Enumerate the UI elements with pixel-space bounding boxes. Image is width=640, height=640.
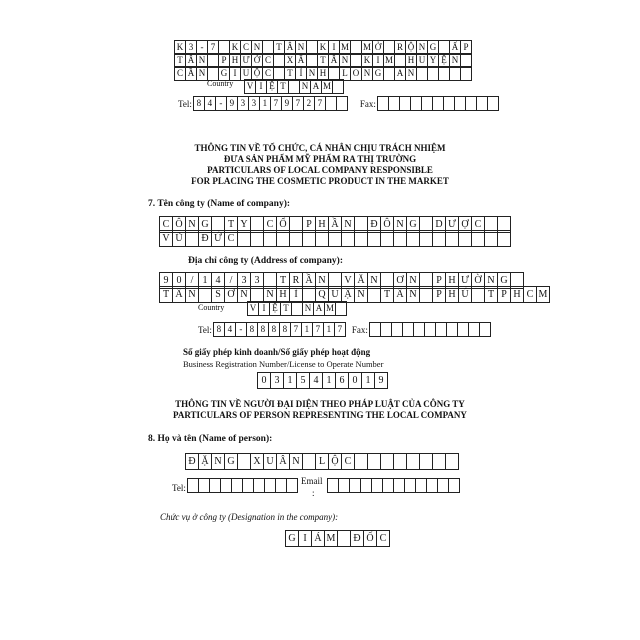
char-cell: 4 (224, 322, 236, 337)
char-cell: C (240, 40, 252, 55)
company-name-line-2 (160, 230, 511, 247)
char-cell: Ơ (224, 286, 238, 303)
char-cell (484, 230, 498, 247)
char-cell: Đ (367, 216, 381, 233)
char-cell: Á (311, 530, 325, 547)
char-cell: S (211, 286, 225, 303)
char-cell: 3 (237, 272, 251, 289)
char-cell: N (263, 286, 277, 303)
char-cell: 7 (207, 40, 219, 55)
char-cell: 8 (279, 322, 291, 337)
fax-boxes[interactable] (378, 96, 499, 111)
company-section-label: 7. Tên công ty (Name of company): (148, 199, 291, 209)
char-cell: Ô (172, 216, 186, 233)
char-cell: U (263, 453, 277, 470)
char-cell: N (484, 272, 498, 289)
char-cell: 0 (257, 372, 271, 389)
char-cell (471, 230, 485, 247)
char-cell: 4 (309, 372, 323, 389)
char-cell: N (185, 286, 199, 303)
char-cell: 1 (283, 372, 297, 389)
char-cell: C (174, 66, 186, 81)
char-cell: T (484, 286, 498, 303)
char-cell (237, 453, 251, 470)
char-cell: N (299, 79, 311, 94)
char-cell (237, 230, 251, 247)
char-cell: - (196, 40, 208, 55)
license-boxes[interactable] (258, 372, 388, 389)
char-cell (250, 230, 264, 247)
char-cell: Ă (354, 272, 368, 289)
char-cell: M (383, 53, 395, 68)
char-cell: T (224, 216, 238, 233)
char-cell: 7 (312, 322, 324, 337)
char-cell: G (285, 530, 299, 547)
char-cell (406, 453, 420, 470)
char-cell: 9 (281, 96, 293, 111)
char-cell: 7 (292, 96, 304, 111)
person-name-row (186, 453, 459, 470)
char-cell (393, 453, 407, 470)
license-row (258, 372, 388, 389)
char-cell: H (229, 53, 241, 68)
char-cell: A (394, 66, 406, 81)
char-cell: Q (315, 286, 329, 303)
char-cell: I (258, 301, 270, 316)
char-cell: M (321, 79, 333, 94)
tel-row-top (178, 96, 499, 111)
char-cell: K (317, 40, 329, 55)
company-tel-boxes[interactable] (214, 322, 346, 337)
char-cell: H (445, 286, 459, 303)
char-cell (302, 230, 316, 247)
char-cell: P (497, 286, 511, 303)
person-tel-label: Tel: (172, 482, 186, 493)
company-name-line-2-boxes[interactable] (160, 230, 511, 247)
char-cell: H (315, 216, 329, 233)
char-cell: P (302, 216, 316, 233)
char-cell: M (339, 40, 351, 55)
char-cell: Ơ (393, 272, 407, 289)
char-cell: K (229, 40, 241, 55)
char-cell: V (341, 272, 355, 289)
char-cell: C (159, 216, 173, 233)
char-cell: N (393, 216, 407, 233)
char-cell: Â (172, 286, 186, 303)
heading-1-line-2: ĐƯA SẢN PHẨM MỸ PHẨM RA THỊ TRƯỜNG (223, 154, 417, 164)
char-cell: I (372, 53, 384, 68)
char-cell: H (405, 53, 417, 68)
char-cell (479, 322, 491, 337)
char-cell: N (339, 53, 351, 68)
char-cell: Đ (185, 453, 199, 470)
company-address-label: Địa chỉ công ty (Address of company): (188, 256, 343, 266)
char-cell (393, 230, 407, 247)
char-cell: C (262, 53, 274, 68)
char-cell: Ỉ (295, 66, 307, 81)
char-cell (336, 96, 348, 111)
char-cell: T (273, 40, 285, 55)
char-cell: Ã (295, 53, 307, 68)
char-cell: V (247, 301, 259, 316)
char-cell: 3 (237, 96, 249, 111)
char-cell: N (211, 453, 225, 470)
char-cell: N (196, 53, 208, 68)
license-label-vi: Số giấy phép kinh doanh/Số giấy phép hoạt động (183, 347, 371, 357)
country-row (245, 79, 344, 94)
char-cell (445, 453, 459, 470)
char-cell: Ở (372, 40, 384, 55)
char-cell: Ậ (341, 286, 355, 303)
char-cell: 8 (213, 322, 225, 337)
char-cell: C (471, 216, 485, 233)
char-cell: C (523, 286, 537, 303)
char-cell: 8 (193, 96, 205, 111)
char-cell: / (185, 272, 199, 289)
char-cell: D (432, 216, 446, 233)
char-cell: I (328, 40, 340, 55)
company-tel-label: Tel: (198, 324, 212, 335)
char-cell: 4 (204, 96, 216, 111)
char-cell: 1 (323, 322, 335, 337)
char-cell (263, 230, 277, 247)
char-cell (354, 230, 368, 247)
char-cell: C (341, 453, 355, 470)
char-cell: Ổ (276, 216, 290, 233)
char-cell: N (406, 286, 420, 303)
char-cell: T (276, 272, 290, 289)
char-cell (432, 453, 446, 470)
char-cell (406, 230, 420, 247)
heading-2-line-1: THÔNG TIN VỀ NGƯỜI ĐẠI DIỆN THEO PHÁP LUẬT CỦA CÔNG TY (175, 399, 465, 409)
char-cell: N (295, 40, 307, 55)
char-cell: 4 (211, 272, 225, 289)
char-cell: H (510, 286, 524, 303)
char-cell: N (341, 216, 355, 233)
char-cell (367, 453, 381, 470)
char-cell (367, 286, 381, 303)
char-cell: Â (284, 40, 296, 55)
char-cell: N (251, 40, 263, 55)
char-cell: O (350, 66, 362, 81)
char-cell: Ầ (302, 272, 316, 289)
char-cell: P (460, 40, 472, 55)
char-cell (286, 478, 298, 493)
char-cell: U (240, 66, 252, 81)
heading-2-line-2: PARTICULARS OF PERSON REPRESENTING THE LOCAL COMPANY (173, 410, 467, 420)
char-cell: Ư (445, 216, 459, 233)
char-cell (332, 79, 344, 94)
char-cell: N (405, 66, 417, 81)
char-cell: C (263, 216, 277, 233)
person-email-row (328, 478, 460, 493)
char-cell: - (215, 96, 227, 111)
char-cell: T (159, 286, 173, 303)
char-cell: 9 (226, 96, 238, 111)
char-cell (367, 230, 381, 247)
char-cell: H (276, 286, 290, 303)
char-cell: T (174, 53, 186, 68)
char-cell (302, 453, 316, 470)
char-cell: 7 (270, 96, 282, 111)
designation-row (286, 530, 390, 547)
person-section-label: 8. Họ và tên (Name of person): (148, 434, 273, 444)
char-cell: I (255, 79, 267, 94)
company-country-boxes[interactable] (248, 301, 347, 316)
char-cell: C (262, 66, 274, 81)
char-cell: N (185, 216, 199, 233)
char-cell: 1 (322, 372, 336, 389)
char-cell (445, 230, 459, 247)
char-cell: Ớ (251, 53, 263, 68)
char-cell: Â (328, 53, 340, 68)
char-cell: 3 (270, 372, 284, 389)
char-cell: Â (393, 286, 407, 303)
char-cell: N (354, 286, 368, 303)
char-cell: Ô (380, 216, 394, 233)
char-cell: R (289, 272, 303, 289)
char-cell: Ộ (405, 40, 417, 55)
char-cell: I (229, 66, 241, 81)
person-tel-boxes[interactable] (188, 478, 298, 493)
char-cell: M (361, 40, 373, 55)
char-cell: U (416, 53, 428, 68)
char-cell: 7 (314, 96, 326, 111)
char-cell: Ứ (211, 230, 225, 247)
char-cell (380, 453, 394, 470)
char-cell: Đ (350, 530, 364, 547)
char-cell: K (174, 40, 186, 55)
char-cell: G (218, 66, 230, 81)
fax-label: Fax: (359, 98, 376, 109)
person-name-boxes[interactable] (186, 453, 459, 470)
char-cell: T (380, 286, 394, 303)
char-cell: H (445, 272, 459, 289)
char-cell: M (536, 286, 550, 303)
char-cell (419, 453, 433, 470)
char-cell: P (218, 53, 230, 68)
char-cell: C (376, 530, 390, 547)
char-cell: Ệ (269, 301, 281, 316)
company-address-line-2 (160, 286, 550, 303)
char-cell: T (280, 301, 292, 316)
company-fax-boxes[interactable] (370, 322, 491, 337)
char-cell: - (235, 322, 247, 337)
char-cell: 7 (334, 322, 346, 337)
char-cell: Ư (240, 53, 252, 68)
char-cell: 3 (185, 40, 197, 55)
char-cell: K (361, 53, 373, 68)
char-cell: X (284, 53, 296, 68)
char-cell: Ộ (328, 453, 342, 470)
company-tel-row (198, 322, 491, 337)
char-cell: Ộ (251, 66, 263, 81)
char-cell: U (328, 286, 342, 303)
char-cell (419, 286, 433, 303)
country-boxes[interactable] (245, 79, 344, 94)
char-cell: M (324, 301, 336, 316)
char-cell (460, 66, 472, 81)
char-cell: 0 (172, 272, 186, 289)
char-cell: Ì (289, 286, 303, 303)
country-label: Country (207, 79, 234, 88)
company-fax-label: Fax: (351, 324, 368, 335)
company-country-row (248, 301, 347, 316)
char-cell (380, 230, 394, 247)
char-cell: Ặ (198, 453, 212, 470)
char-cell: M (324, 530, 338, 547)
char-cell: 8 (268, 322, 280, 337)
designation-label: Chức vụ ở công ty (Designation in the company): (160, 512, 339, 522)
char-cell: Ợ (458, 216, 472, 233)
char-cell: L (339, 66, 351, 81)
heading-1-line-3: PARTICULARS OF LOCAL COMPANY RESPONSIBLE (207, 165, 433, 175)
person-email-colon: : (312, 488, 315, 498)
char-cell (276, 230, 290, 247)
char-cell: I (298, 530, 312, 547)
person-email-boxes[interactable] (328, 478, 460, 493)
char-cell: V (159, 230, 173, 247)
char-cell: 1 (361, 372, 375, 389)
char-cell: P (432, 286, 446, 303)
char-cell (185, 230, 199, 247)
char-cell (471, 286, 485, 303)
char-cell (198, 286, 212, 303)
char-cell: G (198, 216, 212, 233)
char-cell: Y (427, 53, 439, 68)
char-cell: N (315, 272, 329, 289)
char-cell: N (196, 66, 208, 81)
company-address-line-2-boxes[interactable] (160, 286, 550, 303)
char-cell: N (449, 53, 461, 68)
char-cell (419, 230, 433, 247)
char-cell: 9 (374, 372, 388, 389)
char-cell: 0 (348, 372, 362, 389)
char-cell (448, 478, 460, 493)
char-cell: G (372, 66, 384, 81)
heading-1-line-4: FOR PLACING THE COSMETIC PRODUCT IN THE MARKET (191, 176, 449, 186)
char-cell: 7 (290, 322, 302, 337)
char-cell: 1 (198, 272, 212, 289)
char-cell: 3 (250, 272, 264, 289)
char-cell: R (394, 40, 406, 55)
char-cell: X (250, 453, 264, 470)
char-cell: Ố (363, 530, 377, 547)
char-cell: A (313, 301, 325, 316)
char-cell (315, 230, 329, 247)
char-cell: / (224, 272, 238, 289)
tel-boxes[interactable] (194, 96, 348, 111)
char-cell (487, 96, 499, 111)
char-cell: L (315, 453, 329, 470)
char-cell: Ầ (185, 66, 197, 81)
char-cell: Ờ (471, 272, 485, 289)
char-cell: G (427, 40, 439, 55)
char-cell: 2 (303, 96, 315, 111)
char-cell: Â (276, 453, 290, 470)
char-cell: 1 (259, 96, 271, 111)
company-country-label: Country (198, 303, 225, 312)
char-cell: N (367, 272, 381, 289)
char-cell: T (284, 66, 296, 81)
char-cell: V (244, 79, 256, 94)
char-cell: N (306, 66, 318, 81)
char-cell: 3 (248, 96, 260, 111)
char-cell (458, 230, 472, 247)
char-cell: G (497, 272, 511, 289)
char-cell: T (277, 79, 289, 94)
char-cell: Ệ (266, 79, 278, 94)
char-cell: Ư (458, 272, 472, 289)
char-cell: Ầ (328, 216, 342, 233)
char-cell: T (317, 53, 329, 68)
char-cell (354, 453, 368, 470)
char-cell: Ũ (172, 230, 186, 247)
char-cell: Đ (198, 230, 212, 247)
char-cell: H (317, 66, 329, 81)
heading-1-line-1: THÔNG TIN VỀ TỔ CHỨC, CÁ NHÂN CHỊU TRÁCH NHIỆM (194, 143, 446, 153)
char-cell: 1 (301, 322, 313, 337)
char-cell: N (289, 453, 303, 470)
char-cell (289, 230, 303, 247)
char-cell: 6 (335, 372, 349, 389)
char-cell: Ấ (449, 40, 461, 55)
char-cell: Y (237, 216, 251, 233)
char-cell: Ú (458, 286, 472, 303)
char-cell: N (237, 286, 251, 303)
char-cell: N (361, 66, 373, 81)
char-cell: 9 (159, 272, 173, 289)
char-cell: P (432, 272, 446, 289)
char-cell: G (406, 216, 420, 233)
person-email-label: Email (301, 476, 323, 486)
char-cell: 8 (246, 322, 258, 337)
char-cell: Ệ (438, 53, 450, 68)
person-contact-row (172, 478, 298, 493)
char-cell (497, 230, 511, 247)
license-label-en: Business Registration Number/License to Operate Number (183, 359, 384, 369)
char-cell: N (302, 301, 314, 316)
char-cell (328, 230, 342, 247)
char-cell: G (224, 453, 238, 470)
char-cell: Â (185, 53, 197, 68)
char-cell (337, 530, 351, 547)
char-cell: A (310, 79, 322, 94)
char-cell: C (224, 230, 238, 247)
designation-boxes[interactable] (286, 530, 390, 547)
char-cell (341, 230, 355, 247)
char-cell: 8 (257, 322, 269, 337)
tel-label: Tel: (178, 98, 192, 109)
char-cell: N (406, 272, 420, 289)
char-cell: N (416, 40, 428, 55)
char-cell: 5 (296, 372, 310, 389)
char-cell (432, 230, 446, 247)
char-cell (335, 301, 347, 316)
